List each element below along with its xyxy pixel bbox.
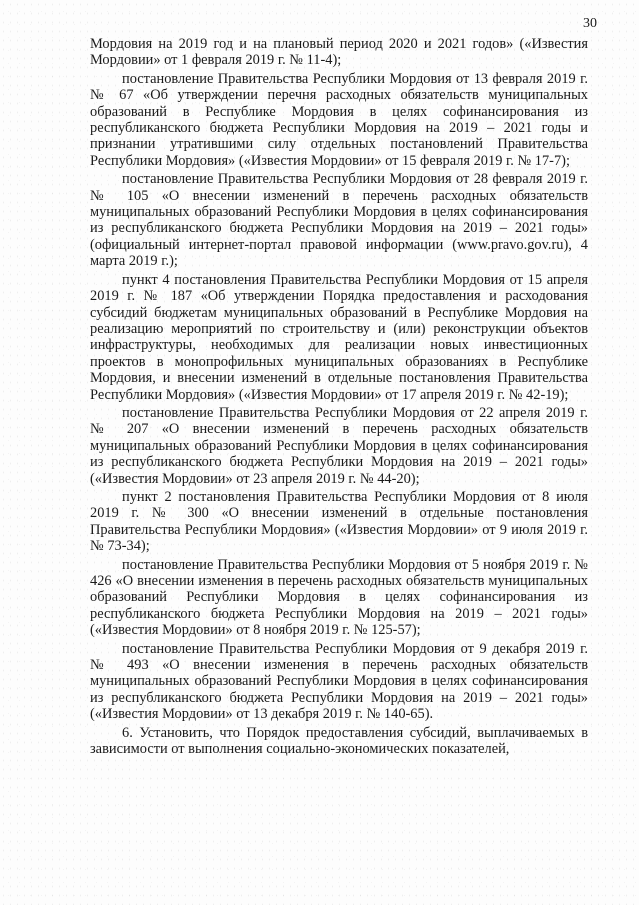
paragraph-continuation: Мордовия на 2019 год и на плановый период 2020 и 2021 годов» («Известия Мордовии» от 1 февраля 2019 г. № 11-4); [90,36,588,69]
paragraph-item-2-resolution-300: пункт 2 постановления Правительства Республики Мордовия от 8 июля 2019 г. № 300 «О внесении изменений в отдельные постановления Правительства Республики Мордовия» («Известия Мордовии» от 9 июля 2019 г. № 73-34); [90,488,588,555]
paragraph-resolution-426: постановление Правительства Республики Мордовия от 5 ноября 2019 г. № 426 «О внесении изменения в перечень расходных обязательств муниципальных образований Республики Мордовия в целях софинансирования из республиканского бюджета Республики Мордовия на 2019 – 2021 годы» («Известия Мордовии» от 8 ноября 2019 г. № 125-57); [90,556,588,639]
document-body [90,36,588,759]
paragraph-clause-6: 6. Установить, что Порядок предоставления субсидий, выплачиваемых в зависимости от выполнения социально-экономических показателей, [90,724,588,758]
paragraph-resolution-207: постановление Правительства Республики Мордовия от 22 апреля 2019 г. № 207 «О внесении изменений в перечень расходных обязательств муниципальных образований Республики Мордовия в целях софинансирования из республиканского бюджета Республики Мордовия на 2019 – 2021 годы» («Известия Мордовии» от 23 апреля 2019 г. № 44-20); [90,404,588,487]
paragraph-resolution-105: постановление Правительства Республики Мордовия от 28 февраля 2019 г. № 105 «О внесении изменений в перечень расходных обязательств муниципальных образований Республики Мордовия в целях софинансирования из республиканского бюджета Республики Мордовия на 2019 – 2021 годы» (официальный интернет-портал правовой информации (www.pravo.gov.ru), 4 марта 2019 г.); [90,171,588,270]
page-number: 30 [583,16,597,31]
paragraph-item-4-resolution-187: пункт 4 постановления Правительства Республики Мордовия от 15 апреля 2019 г. № 187 «Об утверждении Порядка предоставления и расходования субсидий бюджетам муниципальных образований в Республике Мордовия на реализацию мероприятий по строительству и (или) реконструкции объектов инфраструктуры, необходимых для реализации новых инвестиционных проектов в монопрофильных муниципальных образованиях в Республике Мордовия, и внесении изменений в отдельные постановления Правительства Республики Мордовия» («Известия Мордовии» от 17 апреля 2019 г. № 42-19); [90,271,588,403]
paragraph-resolution-67: постановление Правительства Республики Мордовия от 13 февраля 2019 г. № 67 «Об утверждении перечня расходных обязательств муниципальных образований в Республике Мордовия в целях софинансирования из республиканского бюджета Республики Мордовия на 2019 – 2021 годы и признании утратившими силу отдельных постановлений Правительства Республики Мордовия» («Известия Мордовии» от 15 февраля 2019 г. № 17-7); [90,70,588,169]
paragraph-resolution-493: постановление Правительства Республики Мордовия от 9 декабря 2019 г. № 493 «О внесении изменения в перечень расходных обязательств муниципальных образований Республики Мордовия в целях софинансирования из республиканского бюджета Республики Мордовия на 2019 – 2021 годы» («Известия Мордовии» от 13 декабря 2019 г. № 140-65). [90,640,588,723]
